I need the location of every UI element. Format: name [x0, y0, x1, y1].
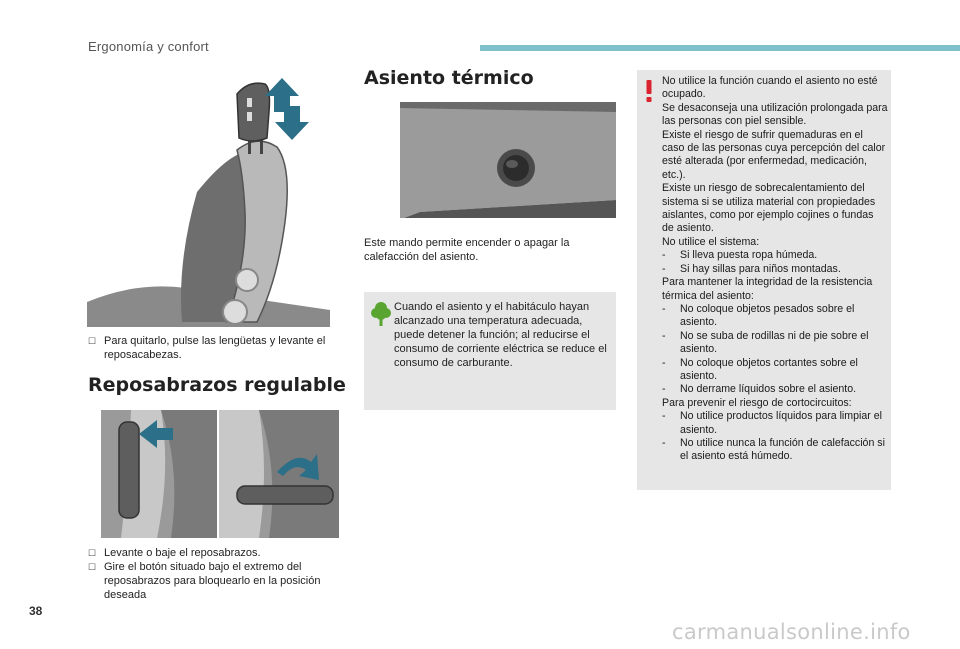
heated-seat-title: Asiento térmico — [364, 67, 534, 89]
headrest-caption-text: Para quitarlo, pulse las lengüetas y levante el reposacabezas. — [104, 335, 326, 361]
dash-marker: - — [662, 410, 666, 423]
list-item — [88, 546, 338, 560]
warning-list-text: No se suba de rodillas ni de pie sobre el asiento. — [680, 329, 869, 356]
warning-list-text: No utilice productos líquidos para limpiar el asiento. — [680, 410, 882, 436]
dash-marker: - — [662, 249, 666, 262]
page-number: 38 — [29, 604, 43, 618]
dash-marker: - — [662, 436, 666, 449]
warning-paragraph: Existe un riesgo de sobrecalentamiento del sistema si se utiliza material con propiedades aislantes, como por ejemplo cojines o fundas de asiento. — [662, 182, 876, 235]
warning-paragraph: Existe el riesgo de sufrir quemaduras en el caso de las personas cuya percepción del calor esté alterada (por enfermedad, medicación, etc.). — [662, 128, 886, 181]
armrest-title: Reposabrazos regulable — [88, 374, 346, 396]
warning-paragraph: No utilice la función cuando el asiento no esté ocupado. — [662, 75, 878, 101]
armrest-raise-illustration — [101, 410, 217, 538]
warning-list-item — [662, 330, 888, 357]
heated-seat-description: Este mando permite encender o apagar la calefacción del asiento. — [364, 237, 570, 263]
dash-marker: - — [662, 262, 666, 275]
warning-list-text: Si hay sillas para niños montadas. — [680, 262, 841, 275]
warning-list-item — [662, 303, 888, 330]
warning-list-item — [662, 357, 888, 384]
warning-paragraph: Para mantener la integridad de la resistencia térmica del asiento: — [662, 276, 873, 302]
warning-paragraph: Para prevenir el riesgo de cortocircuitos: — [662, 396, 852, 409]
dash-marker: - — [662, 383, 666, 396]
bullet-icon: ☐ — [88, 562, 97, 572]
bullet-icon: ☐ — [88, 336, 97, 346]
dash-marker: - — [662, 302, 666, 315]
armrest-lock-illustration — [219, 410, 339, 538]
exclamation-icon — [645, 80, 653, 102]
list-item — [88, 560, 338, 602]
warning-list-item — [662, 263, 888, 276]
warning-list-item — [662, 437, 888, 464]
armrest-bullets — [88, 546, 338, 602]
warning-paragraph: Se desaconseja una utilización prolongada para las personas con piel sensible. — [662, 101, 888, 128]
section-title: Ergonomía y confort — [88, 39, 209, 54]
warning-box — [637, 70, 891, 490]
dash-marker: - — [662, 356, 666, 369]
headrest-illustration — [87, 72, 330, 327]
warning-text — [662, 75, 888, 464]
warning-list-text: No coloque objetos pesados sobre el asiento. — [680, 302, 855, 329]
bullet-icon: ☐ — [88, 548, 97, 558]
header-accent-bar — [480, 45, 960, 51]
warning-list-item — [662, 383, 888, 396]
warning-list-text: Si lleva puesta ropa húmeda. — [680, 249, 818, 262]
warning-paragraph: No utilice el sistema: — [662, 235, 760, 248]
armrest-bullet-text: Gire el botón situado bajo el extremo del reposabrazos para bloquearlo en la posición deseada — [104, 561, 321, 601]
eco-note-box — [364, 292, 616, 410]
headrest-caption — [88, 334, 334, 362]
warning-list-item — [662, 410, 888, 437]
eco-tree-icon — [371, 301, 391, 327]
warning-list-text: No coloque objetos cortantes sobre el asiento. — [680, 356, 858, 382]
watermark: carmanualsonline.info — [672, 620, 911, 644]
armrest-bullet-text: Levante o baje el reposabrazos. — [104, 547, 261, 559]
eco-note-text: Cuando el asiento y el habitáculo hayan alcanzado una temperatura adecuada, puede detener la función; al reducirse el consumo de corriente eléctrica se reduce el consumo de carburante. — [394, 301, 607, 369]
warning-list-text: No utilice nunca la función de calefacción si el asiento está húmedo. — [680, 436, 885, 463]
warning-list-item — [662, 249, 888, 262]
warning-list-text: No derrame líquidos sobre el asiento. — [680, 383, 857, 396]
heated-seat-illustration — [400, 102, 616, 218]
dash-marker: - — [662, 329, 666, 342]
